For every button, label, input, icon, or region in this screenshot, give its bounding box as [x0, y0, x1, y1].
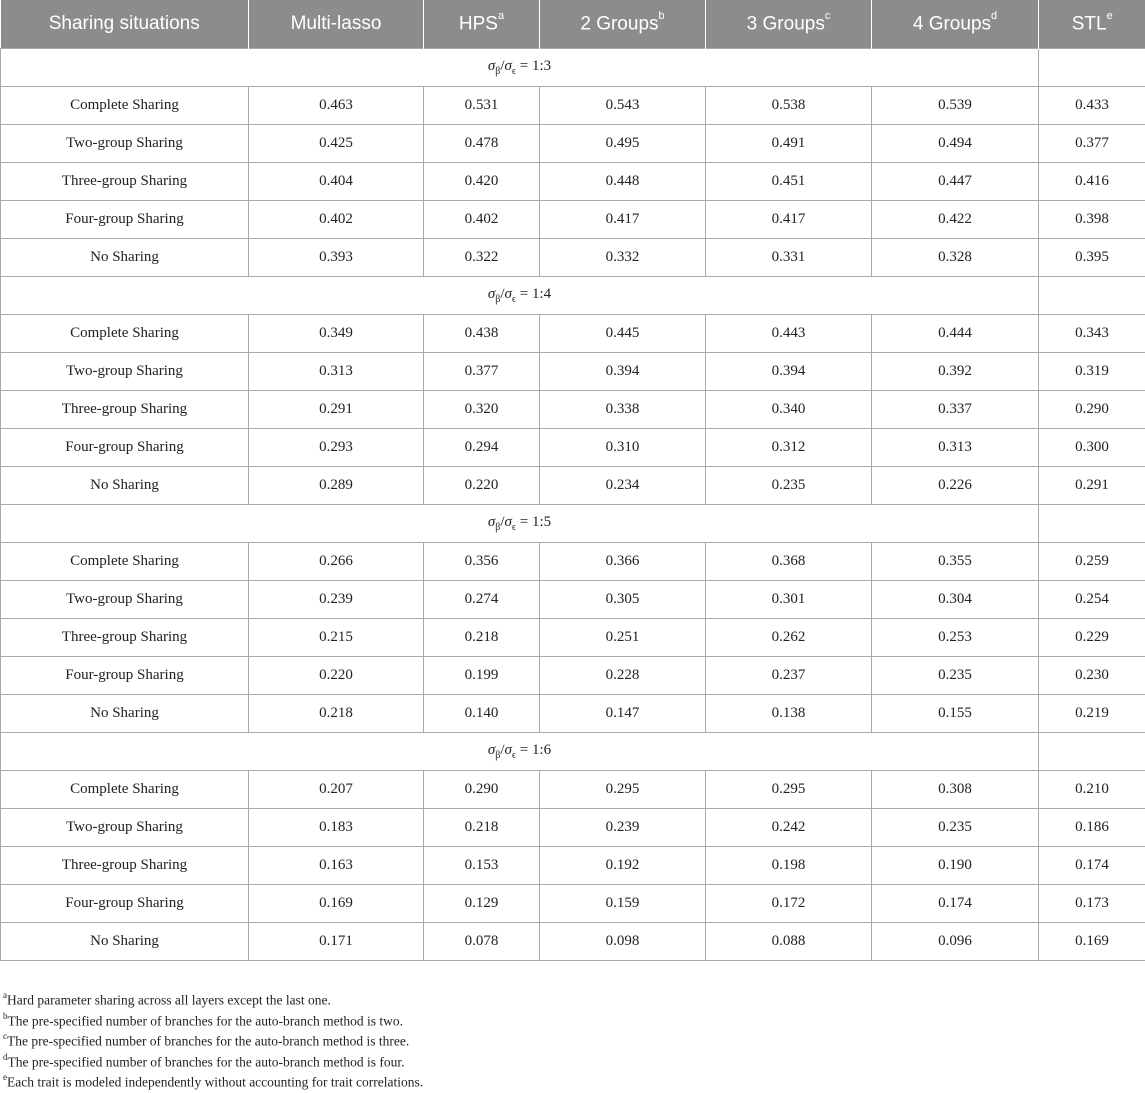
- footnote: [3, 1068, 423, 1089]
- sharing-situation-cell: Four-group Sharing: [1, 200, 249, 238]
- table-row: [1, 922, 1145, 960]
- table-row: [1, 428, 1145, 466]
- value-cell: 0.343: [1039, 314, 1145, 352]
- value-cell: 0.169: [249, 884, 424, 922]
- footnote-marker: a: [498, 10, 504, 22]
- sharing-situation-cell: No Sharing: [1, 466, 249, 504]
- value-cell: 0.539: [872, 86, 1039, 124]
- value-cell: 0.394: [706, 352, 872, 390]
- footnote-marker: e: [1107, 10, 1113, 22]
- value-cell: 0.290: [424, 770, 540, 808]
- sharing-situation-cell: No Sharing: [1, 238, 249, 276]
- sharing-situation-cell: Four-group Sharing: [1, 884, 249, 922]
- value-cell: 0.096: [872, 922, 1039, 960]
- value-cell: 0.147: [540, 694, 706, 732]
- table-row: [1, 694, 1145, 732]
- value-cell: 0.448: [540, 162, 706, 200]
- footnote-marker: b: [3, 1011, 8, 1021]
- value-cell: 0.445: [540, 314, 706, 352]
- value-cell: 0.259: [1039, 542, 1145, 580]
- value-cell: 0.186: [1039, 808, 1145, 846]
- ratio-value: 1:4: [532, 286, 551, 302]
- footnote-marker: b: [659, 10, 665, 22]
- value-cell: 0.198: [706, 846, 872, 884]
- sharing-situation-cell: Two-group Sharing: [1, 352, 249, 390]
- value-cell: 0.338: [540, 390, 706, 428]
- value-cell: 0.300: [1039, 428, 1145, 466]
- table-row: [1, 580, 1145, 618]
- table-row: [1, 770, 1145, 808]
- sigma-symbol: σ: [488, 514, 495, 530]
- value-cell: 0.495: [540, 124, 706, 162]
- footnote-marker: d: [3, 1052, 8, 1062]
- sharing-situation-cell: Complete Sharing: [1, 86, 249, 124]
- value-cell: 0.404: [249, 162, 424, 200]
- value-cell: 0.171: [249, 922, 424, 960]
- value-cell: 0.173: [1039, 884, 1145, 922]
- value-cell: 0.251: [540, 618, 706, 656]
- value-cell: 0.295: [540, 770, 706, 808]
- value-cell: 0.226: [872, 466, 1039, 504]
- value-cell: 0.234: [540, 466, 706, 504]
- value-cell: 0.463: [249, 86, 424, 124]
- value-cell: 0.368: [706, 542, 872, 580]
- sigma-symbol: σ: [488, 286, 495, 302]
- sigma-symbol: σ: [505, 742, 512, 758]
- value-cell: 0.308: [872, 770, 1039, 808]
- value-cell: 0.478: [424, 124, 540, 162]
- value-cell: 0.210: [1039, 770, 1145, 808]
- value-cell: 0.444: [872, 314, 1039, 352]
- column-header-label: Sharing situations: [49, 13, 200, 34]
- footnotes: [3, 986, 423, 1089]
- sigma-subscript: β: [495, 294, 500, 305]
- sigma-symbol: σ: [488, 742, 495, 758]
- value-cell: 0.377: [1039, 124, 1145, 162]
- table-row: [1, 200, 1145, 238]
- value-cell: 0.266: [249, 542, 424, 580]
- empty-cell: [1039, 48, 1145, 86]
- sharing-situation-cell: Three-group Sharing: [1, 162, 249, 200]
- footnote-text: Hard parameter sharing across all layers except the last one.: [7, 993, 331, 1008]
- value-cell: 0.291: [1039, 466, 1145, 504]
- footnote-marker: c: [825, 10, 831, 22]
- value-cell: 0.337: [872, 390, 1039, 428]
- value-cell: 0.078: [424, 922, 540, 960]
- sharing-situation-cell: No Sharing: [1, 694, 249, 732]
- value-cell: 0.420: [424, 162, 540, 200]
- column-header-label: STL: [1072, 13, 1107, 34]
- table-body: [1, 48, 1145, 960]
- empty-cell: [1039, 276, 1145, 314]
- ratio-slash: /: [500, 742, 504, 758]
- value-cell: 0.262: [706, 618, 872, 656]
- column-header: [872, 0, 1039, 48]
- footnote-text: The pre-specified number of branches for the auto-branch method is two.: [8, 1013, 403, 1028]
- footnote-marker: a: [3, 990, 7, 1000]
- value-cell: 0.394: [540, 352, 706, 390]
- value-cell: 0.366: [540, 542, 706, 580]
- value-cell: 0.291: [249, 390, 424, 428]
- value-cell: 0.159: [540, 884, 706, 922]
- ratio-label: [1, 48, 1039, 86]
- value-cell: 0.153: [424, 846, 540, 884]
- sharing-situation-cell: Two-group Sharing: [1, 808, 249, 846]
- value-cell: 0.192: [540, 846, 706, 884]
- value-cell: 0.395: [1039, 238, 1145, 276]
- column-header: [1039, 0, 1145, 48]
- table-row: [1, 656, 1145, 694]
- footnote-text: The pre-specified number of branches for the auto-branch method is three.: [7, 1034, 409, 1049]
- value-cell: 0.313: [872, 428, 1039, 466]
- table-row: [1, 238, 1145, 276]
- value-cell: 0.328: [872, 238, 1039, 276]
- value-cell: 0.447: [872, 162, 1039, 200]
- value-cell: 0.219: [1039, 694, 1145, 732]
- ratio-slash: /: [500, 58, 504, 74]
- column-header-label: 2 Groups: [580, 13, 658, 34]
- value-cell: 0.438: [424, 314, 540, 352]
- footnote-marker: c: [3, 1031, 7, 1041]
- value-cell: 0.235: [872, 808, 1039, 846]
- value-cell: 0.174: [872, 884, 1039, 922]
- column-header: [540, 0, 706, 48]
- table-row: [1, 846, 1145, 884]
- column-header: [249, 0, 424, 48]
- sharing-situation-cell: Complete Sharing: [1, 770, 249, 808]
- column-header: [424, 0, 540, 48]
- column-header-label: 3 Groups: [747, 13, 825, 34]
- sigma-symbol: σ: [505, 286, 512, 302]
- header-row: [1, 0, 1145, 48]
- ratio-label: [1, 504, 1039, 542]
- value-cell: 0.417: [706, 200, 872, 238]
- sharing-situation-cell: Two-group Sharing: [1, 580, 249, 618]
- ratio-value: 1:3: [532, 58, 551, 74]
- ratio-label: [1, 732, 1039, 770]
- sharing-situation-cell: No Sharing: [1, 922, 249, 960]
- column-header-label: Multi-lasso: [291, 13, 382, 34]
- footnote: [3, 986, 423, 1007]
- value-cell: 0.304: [872, 580, 1039, 618]
- value-cell: 0.140: [424, 694, 540, 732]
- ratio-value: 1:6: [532, 742, 551, 758]
- sigma-subscript: β: [495, 522, 500, 533]
- value-cell: 0.301: [706, 580, 872, 618]
- value-cell: 0.392: [872, 352, 1039, 390]
- value-cell: 0.295: [706, 770, 872, 808]
- ratio-equals: =: [516, 286, 532, 302]
- ratio-equals: =: [516, 58, 532, 74]
- value-cell: 0.356: [424, 542, 540, 580]
- sigma-subscript: β: [495, 750, 500, 761]
- value-cell: 0.254: [1039, 580, 1145, 618]
- value-cell: 0.183: [249, 808, 424, 846]
- sharing-situation-cell: Four-group Sharing: [1, 656, 249, 694]
- table-header: [1, 0, 1145, 48]
- value-cell: 0.220: [424, 466, 540, 504]
- ratio-slash: /: [500, 286, 504, 302]
- sharing-situation-cell: Four-group Sharing: [1, 428, 249, 466]
- sigma-symbol: σ: [505, 58, 512, 74]
- footnote-marker: e: [3, 1072, 7, 1082]
- value-cell: 0.239: [249, 580, 424, 618]
- value-cell: 0.313: [249, 352, 424, 390]
- table-row: [1, 314, 1145, 352]
- sigma-subscript: ϵ: [512, 750, 516, 761]
- sigma-subscript: ϵ: [512, 66, 516, 77]
- value-cell: 0.425: [249, 124, 424, 162]
- empty-cell: [1039, 504, 1145, 542]
- value-cell: 0.293: [249, 428, 424, 466]
- value-cell: 0.230: [1039, 656, 1145, 694]
- value-cell: 0.218: [424, 808, 540, 846]
- sigma-subscript: β: [495, 66, 500, 77]
- column-header-label: 4 Groups: [913, 13, 991, 34]
- value-cell: 0.290: [1039, 390, 1145, 428]
- value-cell: 0.494: [872, 124, 1039, 162]
- group-header-row: [1, 732, 1145, 770]
- value-cell: 0.538: [706, 86, 872, 124]
- sigma-subscript: ϵ: [512, 522, 516, 533]
- value-cell: 0.531: [424, 86, 540, 124]
- value-cell: 0.332: [540, 238, 706, 276]
- value-cell: 0.218: [424, 618, 540, 656]
- value-cell: 0.417: [540, 200, 706, 238]
- group-header-row: [1, 504, 1145, 542]
- value-cell: 0.402: [424, 200, 540, 238]
- value-cell: 0.355: [872, 542, 1039, 580]
- value-cell: 0.349: [249, 314, 424, 352]
- ratio-slash: /: [500, 514, 504, 530]
- table-row: [1, 352, 1145, 390]
- table-row: [1, 162, 1145, 200]
- column-header: [706, 0, 872, 48]
- footnote: [3, 1027, 423, 1048]
- value-cell: 0.207: [249, 770, 424, 808]
- value-cell: 0.305: [540, 580, 706, 618]
- value-cell: 0.088: [706, 922, 872, 960]
- table-row: [1, 390, 1145, 428]
- group-header-row: [1, 48, 1145, 86]
- value-cell: 0.451: [706, 162, 872, 200]
- value-cell: 0.155: [872, 694, 1039, 732]
- value-cell: 0.393: [249, 238, 424, 276]
- value-cell: 0.228: [540, 656, 706, 694]
- value-cell: 0.422: [872, 200, 1039, 238]
- sharing-situation-cell: Three-group Sharing: [1, 618, 249, 656]
- value-cell: 0.377: [424, 352, 540, 390]
- footnote: [3, 1007, 423, 1028]
- value-cell: 0.237: [706, 656, 872, 694]
- value-cell: 0.322: [424, 238, 540, 276]
- table-row: [1, 808, 1145, 846]
- value-cell: 0.218: [249, 694, 424, 732]
- ratio-label: [1, 276, 1039, 314]
- group-header-row: [1, 276, 1145, 314]
- value-cell: 0.169: [1039, 922, 1145, 960]
- ratio-equals: =: [516, 514, 532, 530]
- table-row: [1, 542, 1145, 580]
- column-header: [1, 0, 249, 48]
- value-cell: 0.174: [1039, 846, 1145, 884]
- value-cell: 0.310: [540, 428, 706, 466]
- value-cell: 0.229: [1039, 618, 1145, 656]
- value-cell: 0.543: [540, 86, 706, 124]
- value-cell: 0.416: [1039, 162, 1145, 200]
- value-cell: 0.289: [249, 466, 424, 504]
- table-row: [1, 86, 1145, 124]
- value-cell: 0.319: [1039, 352, 1145, 390]
- value-cell: 0.294: [424, 428, 540, 466]
- sharing-situation-cell: Three-group Sharing: [1, 846, 249, 884]
- value-cell: 0.138: [706, 694, 872, 732]
- value-cell: 0.172: [706, 884, 872, 922]
- sharing-situation-cell: Three-group Sharing: [1, 390, 249, 428]
- value-cell: 0.242: [706, 808, 872, 846]
- value-cell: 0.098: [540, 922, 706, 960]
- value-cell: 0.215: [249, 618, 424, 656]
- value-cell: 0.433: [1039, 86, 1145, 124]
- value-cell: 0.199: [424, 656, 540, 694]
- empty-cell: [1039, 732, 1145, 770]
- sigma-symbol: σ: [488, 58, 495, 74]
- value-cell: 0.443: [706, 314, 872, 352]
- value-cell: 0.235: [872, 656, 1039, 694]
- value-cell: 0.340: [706, 390, 872, 428]
- value-cell: 0.491: [706, 124, 872, 162]
- table-row: [1, 618, 1145, 656]
- column-header-label: HPS: [459, 13, 498, 34]
- value-cell: 0.312: [706, 428, 872, 466]
- value-cell: 0.235: [706, 466, 872, 504]
- footnote-text: The pre-specified number of branches for the auto-branch method is four.: [8, 1054, 405, 1069]
- value-cell: 0.402: [249, 200, 424, 238]
- value-cell: 0.163: [249, 846, 424, 884]
- table-row: [1, 884, 1145, 922]
- value-cell: 0.320: [424, 390, 540, 428]
- value-cell: 0.129: [424, 884, 540, 922]
- sharing-situation-cell: Complete Sharing: [1, 314, 249, 352]
- footnote-marker: d: [991, 10, 997, 22]
- footnote-text: Each trait is modeled independently without accounting for trait correlations.: [7, 1075, 423, 1090]
- sigma-symbol: σ: [505, 514, 512, 530]
- value-cell: 0.190: [872, 846, 1039, 884]
- value-cell: 0.253: [872, 618, 1039, 656]
- value-cell: 0.274: [424, 580, 540, 618]
- value-cell: 0.331: [706, 238, 872, 276]
- table-row: [1, 466, 1145, 504]
- ratio-value: 1:5: [532, 514, 551, 530]
- sharing-situation-cell: Two-group Sharing: [1, 124, 249, 162]
- table-row: [1, 124, 1145, 162]
- value-cell: 0.398: [1039, 200, 1145, 238]
- value-cell: 0.220: [249, 656, 424, 694]
- footnote: [3, 1048, 423, 1069]
- value-cell: 0.239: [540, 808, 706, 846]
- sharing-situation-cell: Complete Sharing: [1, 542, 249, 580]
- ratio-equals: =: [516, 742, 532, 758]
- sigma-subscript: ϵ: [512, 294, 516, 305]
